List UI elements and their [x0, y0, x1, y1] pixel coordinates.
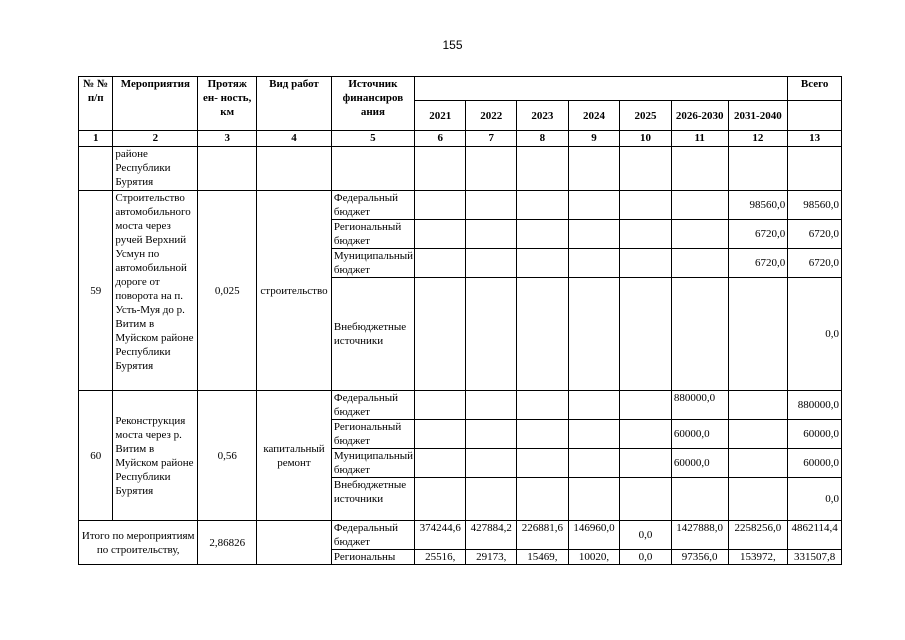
finance-table: [78, 76, 842, 565]
total-cell: 331507,8: [788, 550, 842, 565]
value-cell: 97356,0: [671, 550, 728, 565]
value-cell: 2258256,0: [728, 521, 788, 550]
value-cell: 15469,: [517, 550, 569, 565]
item-length: 0,025: [198, 191, 257, 391]
value-cell: 60000,0: [671, 420, 728, 449]
item-work-type: строительство: [257, 191, 332, 391]
year-header: 2024: [568, 101, 620, 131]
value-cell: 29173,: [466, 550, 517, 565]
source-label: Муниципальный бюджет: [331, 449, 414, 478]
header-length: Протяж ен- ность, км: [198, 77, 257, 131]
table-row: [79, 191, 842, 220]
total-cell: 60000,0: [788, 420, 842, 449]
item-name: Реконструкция моста через р. Витим в Муйском районе Республики Бурятия: [113, 391, 198, 521]
total-cell: 98560,0: [788, 191, 842, 220]
value-cell: 6720,0: [728, 220, 788, 249]
total-cell: 4862114,4: [788, 521, 842, 550]
col-number: 7: [466, 131, 517, 147]
year-header: 2026-2030: [671, 101, 728, 131]
header-total-empty: [788, 101, 842, 131]
item-number: 60: [79, 391, 113, 521]
header-work-type: Вид работ: [257, 77, 332, 131]
item-length: 0,56: [198, 391, 257, 521]
value-cell: 60000,0: [671, 449, 728, 478]
value-cell: 226881,6: [517, 521, 569, 550]
column-numbers-row: [79, 131, 842, 147]
col-number: 1: [79, 131, 113, 147]
value-cell: [728, 278, 788, 391]
value-cell: 374244,6: [414, 521, 466, 550]
source-label: Федеральный бюджет: [331, 391, 414, 420]
totals-length: 2,86826: [198, 521, 257, 565]
value-cell: 0,0: [620, 550, 672, 565]
totals-row: [79, 521, 842, 550]
value-cell: 427884,2: [466, 521, 517, 550]
col-number: 5: [331, 131, 414, 147]
header-source: Источник финансиров ания: [331, 77, 414, 131]
totals-label: Итого по мероприятиям по строительству,: [79, 521, 198, 565]
value-cell: 6720,0: [728, 249, 788, 278]
col-number: 2: [113, 131, 198, 147]
col-number: 13: [788, 131, 842, 147]
header-total: Всего: [788, 77, 842, 101]
continuation-text: районе Республики Бурятия: [113, 147, 198, 191]
col-number: 8: [517, 131, 569, 147]
source-label: Внебюджетные источники: [331, 278, 414, 391]
item-work-type: капитальный ремонт: [257, 391, 332, 521]
total-cell: 0,0: [788, 478, 842, 521]
year-header: 2025: [620, 101, 672, 131]
source-label: Региональный бюджет: [331, 220, 414, 249]
total-cell: 0,0: [788, 278, 842, 391]
header-years-span: [414, 77, 787, 101]
value-cell: 1427888,0: [671, 521, 728, 550]
table-row: [79, 391, 842, 420]
col-number: 6: [414, 131, 466, 147]
value-cell: [671, 478, 728, 521]
source-label: Региональный бюджет: [331, 420, 414, 449]
total-cell: 6720,0: [788, 220, 842, 249]
col-number: 10: [620, 131, 672, 147]
source-label: Внебюджетные источники: [331, 478, 414, 521]
value-cell: 25516,: [414, 550, 466, 565]
value-cell: 0,0: [620, 521, 672, 550]
col-number: 11: [671, 131, 728, 147]
value-cell: 153972,: [728, 550, 788, 565]
year-header: 2031-2040: [728, 101, 788, 131]
total-cell: 880000,0: [788, 391, 842, 420]
year-header: 2021: [414, 101, 466, 131]
page-number: 155: [442, 38, 463, 52]
item-number: 59: [79, 191, 113, 391]
year-header: 2022: [466, 101, 517, 131]
item-name: Строительство автомобильного моста через ручей Верхний Усмун по автомобильной дороге от поворота на п. Усть-Муя до р. Витим в Муйском районе Республики Бурятия: [113, 191, 198, 391]
value-cell: 146960,0: [568, 521, 620, 550]
header-measures: Мероприятия: [113, 77, 198, 131]
source-label: Федеральный бюджет: [331, 521, 414, 550]
header-num: № № п/п: [79, 77, 113, 131]
source-label: Муниципальный бюджет: [331, 249, 414, 278]
col-number: 3: [198, 131, 257, 147]
source-label: Региональны: [331, 550, 414, 565]
col-number: 4: [257, 131, 332, 147]
value-cell: 98560,0: [728, 191, 788, 220]
value-cell: 10020,: [568, 550, 620, 565]
continuation-row: [79, 147, 842, 191]
value-cell: 880000,0: [671, 391, 728, 420]
total-cell: 60000,0: [788, 449, 842, 478]
source-label: Федеральный бюджет: [331, 191, 414, 220]
col-number: 9: [568, 131, 620, 147]
total-cell: 6720,0: [788, 249, 842, 278]
year-header: 2023: [517, 101, 569, 131]
col-number: 12: [728, 131, 788, 147]
